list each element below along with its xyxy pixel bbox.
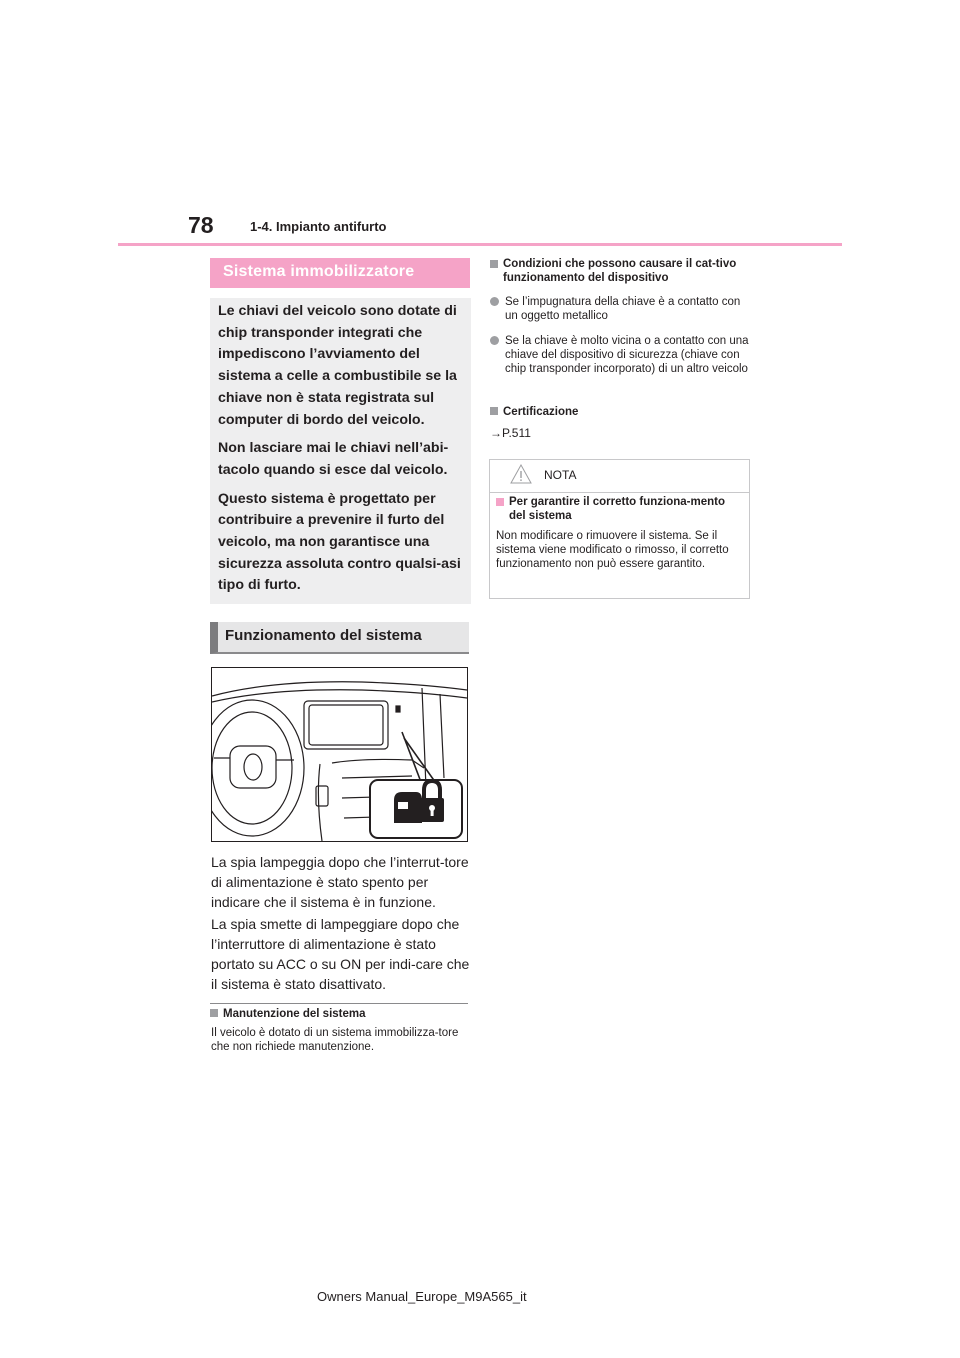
intro-paragraph-1: Le chiavi del veicolo sono dotate di chip transponder integrati che impediscono l’avviamento del sistema a celle a combustibile se la chiave non è stata registrata sul computer di bordo del veicolo. (218, 303, 457, 428)
nota-heading-text: Per garantire il corretto funziona-mento del sistema (509, 496, 725, 522)
conditions-heading-text: Condizioni che possono causare il cat-tivo funzionamento del dispositivo (503, 258, 737, 284)
nota-header (490, 460, 749, 493)
maintenance-heading-text: Manutenzione del sistema (223, 1008, 366, 1020)
list-item-text: Se l’impugnatura della chiave è a contatto con un oggetto metallico (505, 296, 741, 322)
immobilizer-heading: Sistema immobilizzatore (210, 258, 470, 288)
nota-box (489, 459, 750, 599)
stop-blink-paragraph: La spia smette di lampeggiare dopo che l’interruttore di alimentazione è stato portato su ACC o su ON per indi-care che il sistema è stato disattivato. (211, 916, 470, 992)
list-item (490, 295, 755, 323)
warning-triangle-icon (510, 464, 532, 484)
certification-reference-link[interactable]: →P.511 (490, 426, 531, 440)
square-bullet-icon (490, 407, 498, 415)
conditions-heading (490, 257, 755, 285)
blink-paragraph: La spia lampeggia dopo che l’interrut-tore di alimentazione è stato spento per indicare che il sistema è in funzione. (211, 854, 469, 910)
nota-text: Non modificare o rimuovere il sistema. Se il sistema viene modificato o rimosso, il corretto funzionamento non può essere garantito. (496, 530, 729, 570)
certification-heading-text: Certificazione (503, 406, 579, 418)
intro-paragraph-2: Non lasciare mai le chiavi nell’abi-tacolo quando si esce dal veicolo. (218, 440, 449, 478)
dashboard-drawing (212, 668, 467, 841)
maintenance-heading (210, 1008, 366, 1020)
certification-heading (490, 406, 578, 418)
function-heading: Funzionamento del sistema (210, 622, 469, 654)
nota-heading (496, 495, 741, 523)
square-bullet-icon (496, 498, 504, 506)
intro-box (210, 298, 471, 604)
maintenance-text: Il veicolo è dotato di un sistema immobilizza-tore che non richiede manutenzione. (211, 1027, 459, 1053)
list-item (490, 334, 755, 376)
square-bullet-icon (490, 260, 498, 268)
list-item-text: Se la chiave è molto vicina o a contatto con una chiave del dispositivo di sicurezza (chiave con chip transponder incorporato) di un altro veicolo (505, 335, 749, 375)
square-bullet-icon (210, 1009, 218, 1017)
round-bullet-icon (490, 297, 499, 306)
round-bullet-icon (490, 336, 499, 345)
footer: Owners Manual_Europe_M9A565_it (317, 1289, 527, 1304)
dashboard-illustration (211, 667, 468, 842)
divider (210, 1003, 468, 1004)
header-rule (118, 243, 842, 246)
nota-label: NOTA (544, 468, 577, 482)
section-title: 1-4. Impianto antifurto (250, 219, 387, 234)
intro-paragraph-3: Questo sistema è progettato per contribuire a prevenire il furto del veicolo, ma non garantisce una sicurezza assoluta contro qualsi-asi tipo di furto. (218, 490, 461, 594)
page-number: 78 (188, 212, 214, 238)
